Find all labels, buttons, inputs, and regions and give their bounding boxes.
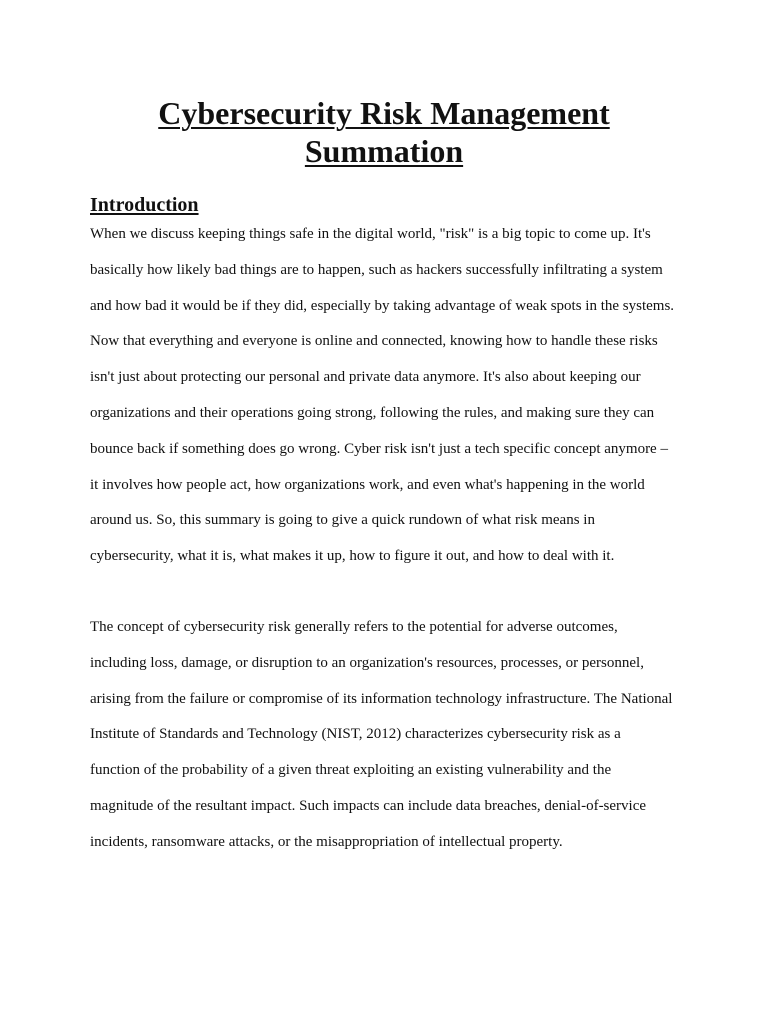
- paragraph-line: basically how likely bad things are to happen, such as hackers successfully infiltrating a system: [90, 261, 663, 278]
- paragraph-line: and how bad it would be if they did, especially by taking advantage of weak spots in the systems.: [90, 297, 675, 314]
- paragraph-line: around us. So, this summary is going to give a quick rundown of what risk means in: [90, 512, 595, 529]
- paragraph-line: bounce back if something does go wrong. Cyber risk isn't just a tech specific concept anymore –: [90, 440, 668, 457]
- title-line-1: Cybersecurity Risk Management: [158, 95, 610, 131]
- paragraph-line: arising from the failure or compromise of its information technology infrastructure. The National: [90, 690, 673, 707]
- paragraph-line: Institute of Standards and Technology (NIST, 2012) characterizes cybersecurity risk as a: [90, 726, 621, 743]
- document-title: [90, 94, 678, 170]
- paragraph-line: magnitude of the resultant impact. Such impacts can include data breaches, denial-of-service: [90, 797, 647, 814]
- paragraph-line: including loss, damage, or disruption to an organization's resources, processes, or personnel,: [90, 654, 644, 671]
- paragraph-line: When we discuss keeping things safe in the digital world, "risk" is a big topic to come up. It's: [90, 226, 651, 242]
- paragraph-line: Now that everything and everyone is online and connected, knowing how to handle these risks: [90, 333, 658, 350]
- paragraph-line: function of the probability of a given threat exploiting an existing vulnerability and the: [90, 762, 612, 779]
- introduction-paragraph-2: [90, 617, 690, 868]
- paragraph-line: The concept of cybersecurity risk generally refers to the potential for adverse outcomes,: [90, 619, 618, 635]
- paragraph-line: cybersecurity, what it is, what makes it up, how to figure it out, and how to deal with it.: [90, 548, 615, 565]
- paragraph-line: it involves how people act, how organizations work, and even what's happening in the world: [90, 476, 645, 493]
- paragraph-line: incidents, ransomware attacks, or the misappropriation of intellectual property.: [90, 833, 563, 850]
- section-heading-introduction: Introduction: [90, 194, 199, 216]
- title-line-2: Summation: [304, 133, 464, 169]
- paragraph-line: organizations and their operations going strong, following the rules, and making sure they can: [90, 404, 655, 421]
- paragraph-line: isn't just about protecting our personal and private data anymore. It's also about keeping our: [90, 369, 641, 386]
- introduction-paragraph-1: [90, 224, 690, 582]
